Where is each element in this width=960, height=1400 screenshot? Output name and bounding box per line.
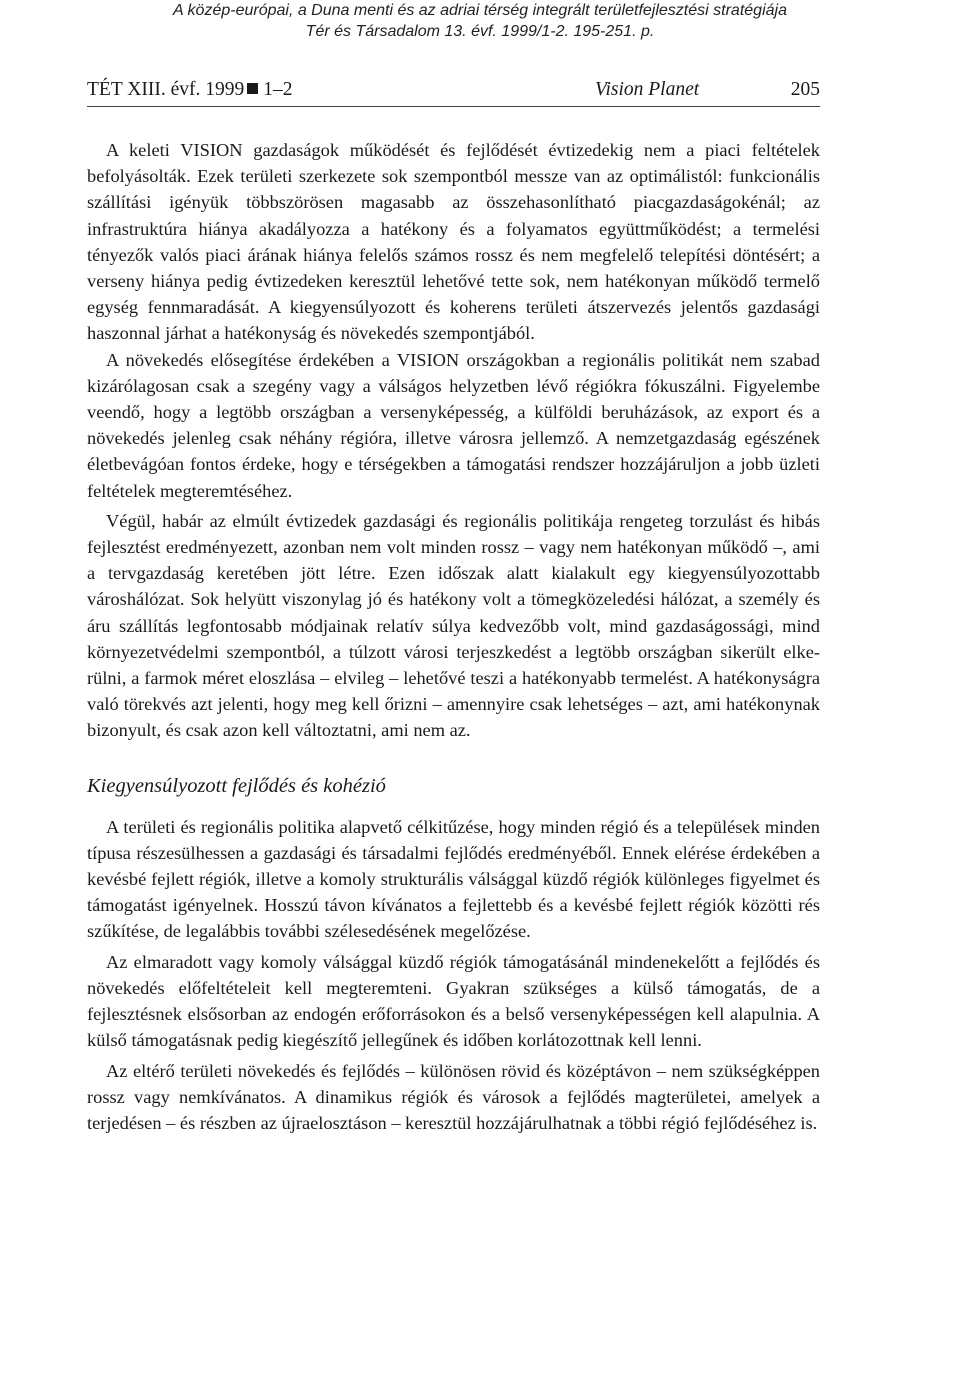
black-square-icon (247, 83, 258, 94)
article-body (87, 137, 820, 1136)
citation-header (0, 0, 960, 42)
citation-line-1: A közép-európai, a Duna menti és az adriai térség integrált területfejlesztési stratégiája (173, 2, 787, 19)
citation-line-2: Tér és Társadalom 13. évf. 1999/1-2. 195-251. p. (305, 23, 655, 40)
header-rule (87, 106, 820, 107)
paragraph: A területi és regionális politika alapvető célkitűzése, hogy minden régió és a települések minden típusa részesülhessen a gazdasági és társadalmi fejlődés eredményéből. Ennek elérése érdekében a kevésbé fejlett régiók, illetve a komoly strukturális válsággal küzdő régiók különleges figyelmet és támogatást igényelnek. Hosszú távon kívánatos a fejlettebb és a kevésbé fejlett régiók közötti rés szűkítése, de legalábbis további szélesedésének megelőzése. (87, 816, 820, 942)
page-number: 205 (790, 79, 820, 100)
running-head (87, 76, 820, 106)
section-heading: Kiegyensúlyozott fejlődés és kohézió (87, 774, 386, 797)
paragraph: A keleti VISION gazdaságok működését és fejlődését évtizedekig nem a piaci feltételek befolyásolták. Ezek területi szerkezete sok szempontból messze van az optimálistól: funkcionális szállítási igényük többszörösen magasabb az összehasonlítható piacgazdaságokénál; az infrastruktúra hiánya akadályozza a hatékony és a folyamatos együttműködést; a termelési tényezők valós piaci árának hiánya felelős számos rossz és nem megfelelő telepítési döntésért; a verseny hiánya pedig évtizedeken keresztül lehetővé tette sok, nem hatékonyan működő termelő egység fennmaradását. A kiegyensúlyozott és koherens területi átszervezés jelentős gazdasági haszonnal járhat a hatékonyság és növekedés szempontjából. (87, 140, 820, 344)
paragraph: Végül, habár az elmúlt évtizedek gazdasági és regionális politikája rengeteg torzulást és hibás fejlesztést eredményezett, azonban nem volt minden rossz – vagy nem hatékonyan működő –, ami a tervgazdaság keretében jött létre. Ezen időszak alatt kialakult egy kiegyensúlyozottabb városhálózat. Sok helyütt viszonylag jó és hatékony volt a tömegközeledési hálózat, a személy és áru szállítás legfontosabb módjainak relatív súlya kedvezőbb volt, mind gazdaságossági, mind környezetvédelmi szempontból, a túlzott városi terjeszkedést a legtöbb országban sikerült elkerülni, a farmok méret eloszlása – elvileg – lehetővé teszi a hatékonyabb termelést. A hatékonyságra való törekvés azt jelenti, hogy meg kell őrizni – amennyire csak lehetséges – azt, ami hatékonynak bizonyult, és csak azon kell változtatni, ami nem az. (87, 510, 820, 741)
journal-info (87, 79, 292, 101)
issue-number: 1–2 (263, 79, 293, 100)
paragraph: Az eltérő területi növekedés és fejlődés – különösen rövid és középtávon – nem szükségképpen rossz vagy nemkívánatos. A dinamikus régiók és városok a fejlődés magterületei, amelyek a terjedésen – és részben az újraelosztáson – keresztül hozzájárulhatnak a többi régió fejlődéséhez is. (87, 1060, 820, 1133)
article-title: Vision Planet (595, 79, 700, 100)
paragraph: A növekedés elősegítése érdekében a VISION országokban a regionális politikát nem szabad kizárólagosan csak a szegény vagy a válságos helyzetben lévő régiókra fókuszálni. Figyelembe veendő, hogy a legtöbb országban a versenyképesség, a külföldi beruházások, az export és a növekedés jelenleg csak néhány régióra, illetve városra jellemző. A nemzetgazdaság egészének életbevágóan fontos érdeke, hogy e térségekben a támogatási rendszer hozzájáruljon a jobb üzleti feltételek megteremtéséhez. (87, 349, 820, 501)
journal-name: TÉT XIII. évf. 1999 (87, 79, 245, 100)
paragraph: Az elmaradott vagy komoly válsággal küzdő régiók támogatásánál mindenekelőtt a fejlődés és növekedés előfeltételeit kell megteremteni. Gyakran szükséges a külső támogatás, de a fejlesztésnek elsősorban az endogén erőforrásokon és a belső versenyképességen kell alapulnia. A külső támogatásnak pedig kiegészítő jellegűnek és időben korlátozottnak kell lenni. (87, 951, 820, 1051)
